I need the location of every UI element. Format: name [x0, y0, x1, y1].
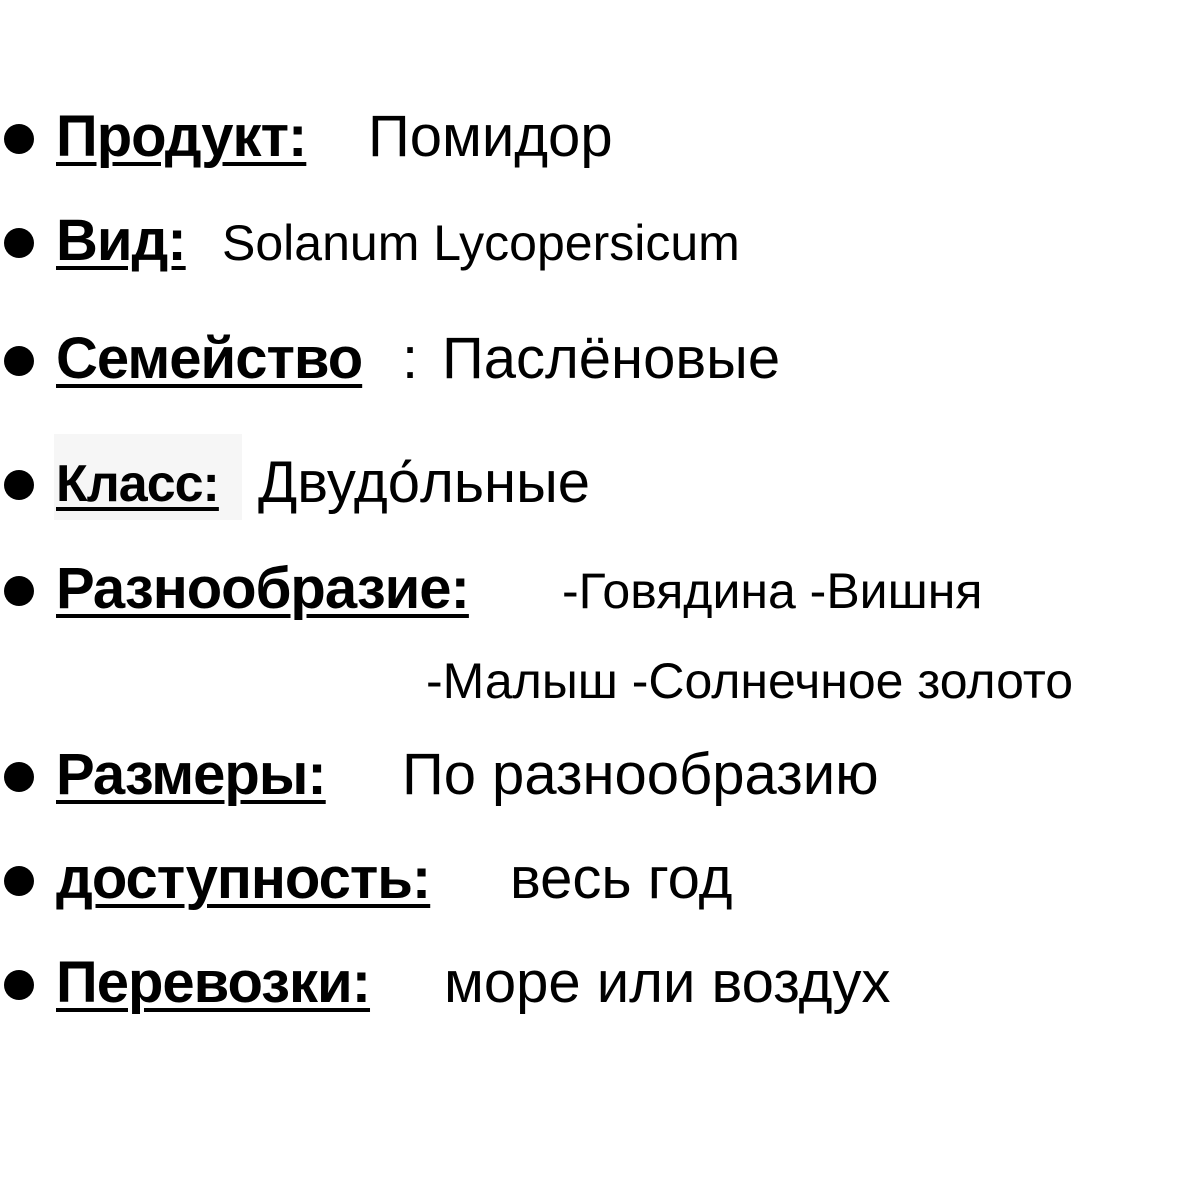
list-item	[0, 946, 1200, 1026]
bullet-icon	[4, 228, 34, 258]
item-value: -Говядина -Вишня	[562, 563, 983, 619]
bullet-icon	[4, 124, 34, 154]
item-label: Семейство	[56, 326, 363, 391]
item-value: весь год	[510, 846, 733, 911]
bullet-icon	[4, 970, 34, 1000]
item-label: Разнообразие:	[56, 556, 469, 621]
list-item	[0, 100, 1200, 180]
bullet-icon	[4, 576, 34, 606]
list-item	[0, 552, 1200, 712]
list-item	[0, 204, 1200, 284]
item-value: По разнообразию	[402, 742, 879, 807]
list-item	[0, 446, 1200, 526]
item-label: Вид:	[56, 208, 186, 273]
item-label: Продукт:	[56, 104, 307, 169]
item-value: Solanum Lycopersicum	[222, 215, 740, 271]
list-item	[0, 738, 1200, 818]
bullet-icon	[4, 866, 34, 896]
item-value: море или воздух	[444, 950, 891, 1015]
item-label: доступность:	[56, 846, 431, 911]
item-colon: :	[402, 326, 419, 391]
item-value: Помидор	[368, 104, 613, 169]
item-label: Перевозки:	[56, 950, 371, 1015]
bullet-icon	[4, 470, 34, 500]
item-label: Класс:	[56, 455, 219, 513]
bullet-icon	[4, 762, 34, 792]
item-value-continued: -Малыш -Солнечное золото	[426, 653, 1074, 709]
list-item	[0, 842, 1200, 922]
item-value: Двудо́льные	[258, 450, 591, 515]
item-label: Размеры:	[56, 742, 326, 807]
list-item	[0, 322, 1200, 402]
bullet-icon	[4, 346, 34, 376]
item-value: Паслёновые	[442, 326, 781, 391]
